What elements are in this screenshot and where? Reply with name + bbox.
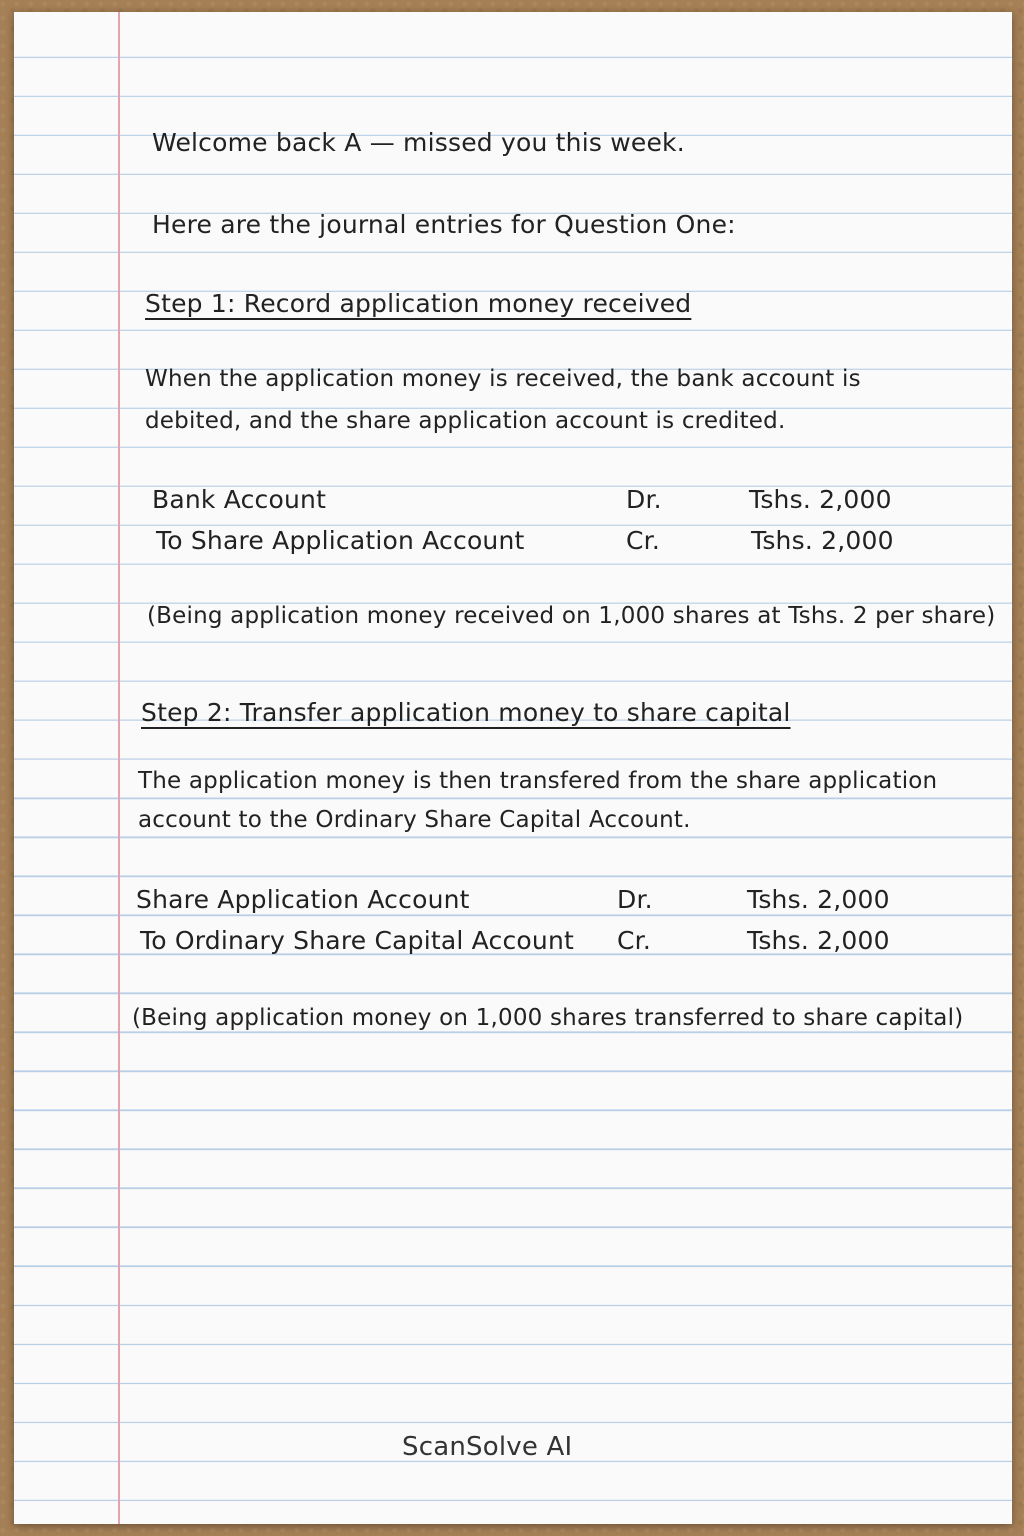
step2-entry2-side: Cr. (617, 926, 651, 955)
step2-entry2-account: To Ordinary Share Capital Account (140, 926, 575, 955)
step1-explanation-line2: debited, and the share application account is credited. (145, 408, 786, 434)
step2-entry1-side: Dr. (617, 885, 653, 914)
step2-entry1-amount: Tshs. 2,000 (747, 885, 890, 914)
notebook-page (14, 12, 1012, 1524)
step1-explanation-line1: When the application money is received, the bank account is (145, 366, 861, 392)
step1-entry1-amount: Tshs. 2,000 (749, 485, 892, 514)
step1-entry2-side: Cr. (626, 526, 660, 555)
step1-entry1-account: Bank Account (152, 485, 327, 514)
step1-entry1-side: Dr. (626, 485, 662, 514)
step2-heading: Step 2: Transfer application money to share capital (141, 698, 791, 727)
step2-entry1-account: Share Application Account (136, 885, 470, 914)
brand-watermark: ScanSolve AI (402, 1432, 573, 1462)
step2-narration: (Being application money on 1,000 shares transferred to share capital) (132, 1005, 964, 1031)
step1-entry2-amount: Tshs. 2,000 (751, 526, 894, 555)
step2-entry2-amount: Tshs. 2,000 (747, 926, 890, 955)
step1-heading: Step 1: Record application money received (145, 289, 692, 318)
greeting: Welcome back A — missed you this week. (152, 128, 685, 157)
step1-entry2-account: To Share Application Account (156, 526, 525, 555)
intro-text: Here are the journal entries for Question One: (152, 210, 736, 239)
margin-line (118, 12, 120, 1524)
step2-explanation-line1: The application money is then transfered from the share application (138, 768, 938, 794)
step1-narration: (Being application money received on 1,000 shares at Tshs. 2 per share) (147, 603, 996, 629)
step2-explanation-line2: account to the Ordinary Share Capital Account. (138, 807, 691, 833)
